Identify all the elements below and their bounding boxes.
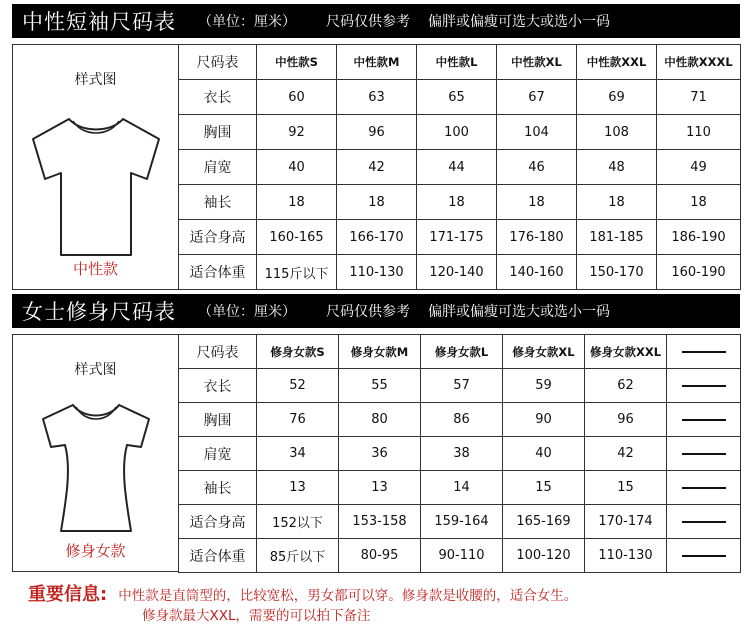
table-cell: 110-130: [585, 539, 667, 573]
table-cell: 150-170: [577, 255, 657, 290]
table-cell: 40: [257, 150, 337, 185]
table-cell: 18: [497, 185, 577, 220]
row-label: 适合身高: [179, 505, 257, 539]
unisex-size-header: 中性款XXXL: [657, 45, 741, 80]
table-cell: 15: [585, 471, 667, 505]
women-style-cell: [12, 334, 178, 572]
unisex-banner: [12, 4, 740, 38]
unisex-row-height: [179, 220, 741, 255]
table-cell: 108: [577, 115, 657, 150]
table-cell: 115斤以下: [257, 255, 337, 290]
table-cell: 18: [657, 185, 741, 220]
unisex-row-length: [179, 80, 741, 115]
table-cell: 170-174: [585, 505, 667, 539]
women-unit: （单位：厘米）: [198, 304, 296, 320]
row-label: 适合体重: [179, 539, 257, 573]
table-cell: 120-140: [417, 255, 497, 290]
women-size-header: 修身女款XXL: [585, 335, 667, 369]
dash-placeholder: [682, 487, 726, 489]
row-label: 胸围: [179, 403, 257, 437]
unisex-section: [12, 4, 740, 282]
women-grid: [12, 334, 741, 573]
table-cell: 153-158: [339, 505, 421, 539]
table-cell: 159-164: [421, 505, 503, 539]
dash-placeholder: [682, 521, 726, 523]
women-size-header: 修身女款S: [257, 335, 339, 369]
women-row-chest: [179, 403, 741, 437]
row-label: 衣长: [179, 80, 257, 115]
table-cell: 69: [577, 80, 657, 115]
women-corner: 尺码表: [179, 335, 257, 369]
table-cell: 96: [337, 115, 417, 150]
unisex-row-shoulder: [179, 150, 741, 185]
empty-size-cell: [667, 437, 741, 471]
table-cell: 110: [657, 115, 741, 150]
unisex-header-row: [179, 45, 741, 80]
table-cell: 104: [497, 115, 577, 150]
women-note-reference: 尺码仅供参考: [326, 304, 410, 320]
table-cell: 71: [657, 80, 741, 115]
table-cell: 13: [339, 471, 421, 505]
empty-size-cell: [667, 539, 741, 573]
table-cell: 18: [257, 185, 337, 220]
table-cell: 76: [257, 403, 339, 437]
women-tshirt-icon: [21, 385, 171, 535]
dash-placeholder: [682, 385, 726, 387]
unisex-note-reference: 尺码仅供参考: [326, 14, 410, 30]
row-label: 肩宽: [179, 437, 257, 471]
table-cell: 49: [657, 150, 741, 185]
important-info-label: 重要信息:: [28, 584, 108, 605]
table-cell: 171-175: [417, 220, 497, 255]
table-cell: 44: [417, 150, 497, 185]
table-cell: 55: [339, 369, 421, 403]
unisex-corner: 尺码表: [179, 45, 257, 80]
women-size-header: 修身女款M: [339, 335, 421, 369]
unisex-note-fit: 偏胖或偏瘦可选大或选小一码: [428, 14, 610, 30]
table-cell: 100: [417, 115, 497, 150]
table-cell: 90-110: [421, 539, 503, 573]
unisex-size-header: 中性款M: [337, 45, 417, 80]
empty-size-cell: [667, 471, 741, 505]
unisex-style-label: 样式图: [74, 72, 117, 88]
unisex-tshirt-icon: [21, 97, 171, 257]
empty-size-cell: [667, 403, 741, 437]
unisex-size-header: 中性款L: [417, 45, 497, 80]
table-cell: 80-95: [339, 539, 421, 573]
important-info: [28, 580, 578, 624]
women-row-length: [179, 369, 741, 403]
table-cell: 18: [337, 185, 417, 220]
important-info-line1: 中性款是直筒型的，比较宽松，男女都可以穿。修身款是收腰的，适合女生。: [118, 588, 578, 604]
unisex-size-header: 中性款S: [257, 45, 337, 80]
row-label: 适合体重: [179, 255, 257, 290]
women-banner: [12, 294, 740, 328]
women-title: 女士修身尺码表: [22, 300, 176, 324]
table-cell: 152以下: [257, 505, 339, 539]
women-row-height: [179, 505, 741, 539]
unisex-grid: [12, 44, 741, 290]
women-row-weight: [179, 539, 741, 573]
table-cell: 38: [421, 437, 503, 471]
table-cell: 140-160: [497, 255, 577, 290]
important-info-line2: 修身款最大XXL，需要的可以拍下备注: [142, 608, 371, 624]
table-cell: 181-185: [577, 220, 657, 255]
table-cell: 48: [577, 150, 657, 185]
table-cell: 92: [257, 115, 337, 150]
unisex-unit: （单位：厘米）: [198, 14, 296, 30]
women-size-header: 修身女款L: [421, 335, 503, 369]
table-cell: 85斤以下: [257, 539, 339, 573]
table-cell: 176-180: [497, 220, 577, 255]
table-cell: 59: [503, 369, 585, 403]
table-cell: 86: [421, 403, 503, 437]
table-cell: 63: [337, 80, 417, 115]
empty-size-cell: [667, 505, 741, 539]
table-cell: 67: [497, 80, 577, 115]
table-cell: 96: [585, 403, 667, 437]
unisex-style-cell: [12, 44, 178, 290]
table-cell: 14: [421, 471, 503, 505]
unisex-title: 中性短袖尺码表: [22, 10, 176, 34]
table-cell: 40: [503, 437, 585, 471]
dash-placeholder: [682, 453, 726, 455]
table-cell: 100-120: [503, 539, 585, 573]
table-cell: 160-165: [257, 220, 337, 255]
table-cell: 57: [421, 369, 503, 403]
dash-placeholder: [682, 419, 726, 421]
empty-size-cell: [667, 335, 741, 369]
table-cell: 18: [577, 185, 657, 220]
women-header-row: [179, 335, 741, 369]
table-cell: 186-190: [657, 220, 741, 255]
women-size-table: [178, 334, 741, 573]
row-label: 衣长: [179, 369, 257, 403]
table-cell: 62: [585, 369, 667, 403]
row-label: 肩宽: [179, 150, 257, 185]
women-row-sleeve: [179, 471, 741, 505]
table-cell: 46: [497, 150, 577, 185]
row-label: 袖长: [179, 471, 257, 505]
women-section: [12, 294, 740, 565]
unisex-row-chest: [179, 115, 741, 150]
table-cell: 80: [339, 403, 421, 437]
table-cell: 110-130: [337, 255, 417, 290]
table-cell: 166-170: [337, 220, 417, 255]
row-label: 适合身高: [179, 220, 257, 255]
women-size-header: 修身女款XL: [503, 335, 585, 369]
table-cell: 160-190: [657, 255, 741, 290]
women-note-fit: 偏胖或偏瘦可选大或选小一码: [428, 304, 610, 320]
unisex-style-name: 中性款: [72, 260, 118, 278]
table-cell: 65: [417, 80, 497, 115]
unisex-size-table: [178, 44, 741, 290]
table-cell: 52: [257, 369, 339, 403]
row-label: 胸围: [179, 115, 257, 150]
row-label: 袖长: [179, 185, 257, 220]
empty-size-cell: [667, 369, 741, 403]
table-cell: 34: [257, 437, 339, 471]
unisex-row-sleeve: [179, 185, 741, 220]
unisex-row-weight: [179, 255, 741, 290]
unisex-size-header: 中性款XXL: [577, 45, 657, 80]
table-cell: 42: [585, 437, 667, 471]
women-row-shoulder: [179, 437, 741, 471]
unisex-size-header: 中性款XL: [497, 45, 577, 80]
dash-placeholder: [682, 555, 726, 557]
table-cell: 15: [503, 471, 585, 505]
women-style-label: 样式图: [74, 362, 117, 378]
table-cell: 18: [417, 185, 497, 220]
table-cell: 90: [503, 403, 585, 437]
table-cell: 36: [339, 437, 421, 471]
dash-placeholder: [682, 351, 726, 353]
table-cell: 165-169: [503, 505, 585, 539]
table-cell: 42: [337, 150, 417, 185]
table-cell: 13: [257, 471, 339, 505]
table-cell: 60: [257, 80, 337, 115]
women-style-name: 修身女款: [65, 542, 126, 560]
